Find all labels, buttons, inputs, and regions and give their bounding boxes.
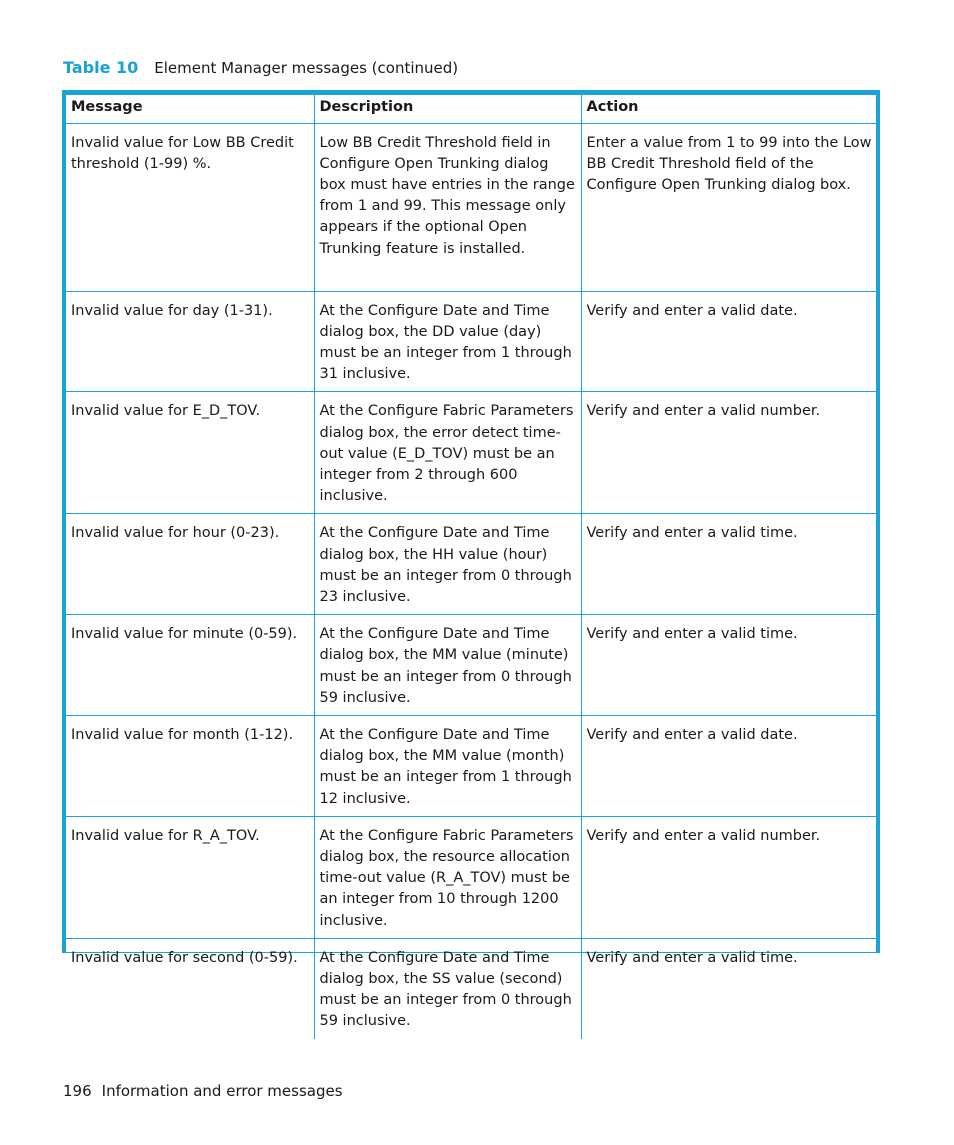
table-caption (63, 58, 458, 77)
message-cell: Invalid value for Low BB Credit threshold (1-99) %. (66, 123, 314, 291)
message-cell: Invalid value for minute (0-59). (66, 615, 314, 716)
messages-table (66, 95, 876, 1039)
action-cell: Enter a value from 1 to 99 into the Low BB Credit Threshold field of the Configure Open Trunking dialog box. (581, 123, 876, 291)
action-cell: Verify and enter a valid time. (581, 938, 876, 1038)
description-cell: At the Configure Date and Time dialog box, the MM value (minute) must be an integer from 0 through 59 inclusive. (314, 615, 581, 716)
table-row (66, 123, 876, 291)
message-cell: Invalid value for hour (0-23). (66, 514, 314, 615)
table-row (66, 715, 876, 816)
description-cell: At the Configure Fabric Parameters dialog box, the error detect time-out value (E_D_TOV) must be an integer from 2 through 600 inclusive. (314, 392, 581, 514)
table-row (66, 816, 876, 938)
table-number: Table 10 (63, 58, 139, 77)
description-cell: At the Configure Date and Time dialog box, the DD value (day) must be an integer from 1 through 31 inclusive. (314, 291, 581, 392)
table-row (66, 291, 876, 392)
column-header-description: Description (314, 95, 581, 123)
message-cell: Invalid value for second (0-59). (66, 938, 314, 1038)
table-row (66, 615, 876, 716)
table-title: Element Manager messages (continued) (154, 59, 459, 77)
action-cell: Verify and enter a valid date. (581, 291, 876, 392)
message-cell: Invalid value for month (1-12). (66, 715, 314, 816)
message-cell: Invalid value for R_A_TOV. (66, 816, 314, 938)
description-cell: At the Configure Date and Time dialog box, the HH value (hour) must be an integer from 0 through 23 inclusive. (314, 514, 581, 615)
action-cell: Verify and enter a valid time. (581, 615, 876, 716)
action-cell: Verify and enter a valid number. (581, 392, 876, 514)
description-cell: Low BB Credit Threshold field in Configure Open Trunking dialog box must have entries in the range from 1 and 99. This message only appears if the optional Open Trunking feature is installed. (314, 123, 581, 291)
message-cell: Invalid value for day (1-31). (66, 291, 314, 392)
description-cell: At the Configure Date and Time dialog box, the SS value (second) must be an integer from 0 through 59 inclusive. (314, 938, 581, 1038)
description-cell: At the Configure Fabric Parameters dialog box, the resource allocation time-out value (R_A_TOV) must be an integer from 10 through 1200 inclusive. (314, 816, 581, 938)
page-footer (63, 1082, 343, 1100)
table-row (66, 392, 876, 514)
messages-table-frame (62, 90, 880, 1030)
section-title: Information and error messages (101, 1082, 343, 1100)
page-number: 196 (63, 1082, 92, 1100)
table-row (66, 938, 876, 1038)
description-cell: At the Configure Date and Time dialog box, the MM value (month) must be an integer from 1 through 12 inclusive. (314, 715, 581, 816)
table-row (66, 514, 876, 615)
message-cell: Invalid value for E_D_TOV. (66, 392, 314, 514)
table-header-row (66, 95, 876, 123)
column-header-message: Message (66, 95, 314, 123)
action-cell: Verify and enter a valid date. (581, 715, 876, 816)
action-cell: Verify and enter a valid time. (581, 514, 876, 615)
column-header-action: Action (581, 95, 876, 123)
action-cell: Verify and enter a valid number. (581, 816, 876, 938)
